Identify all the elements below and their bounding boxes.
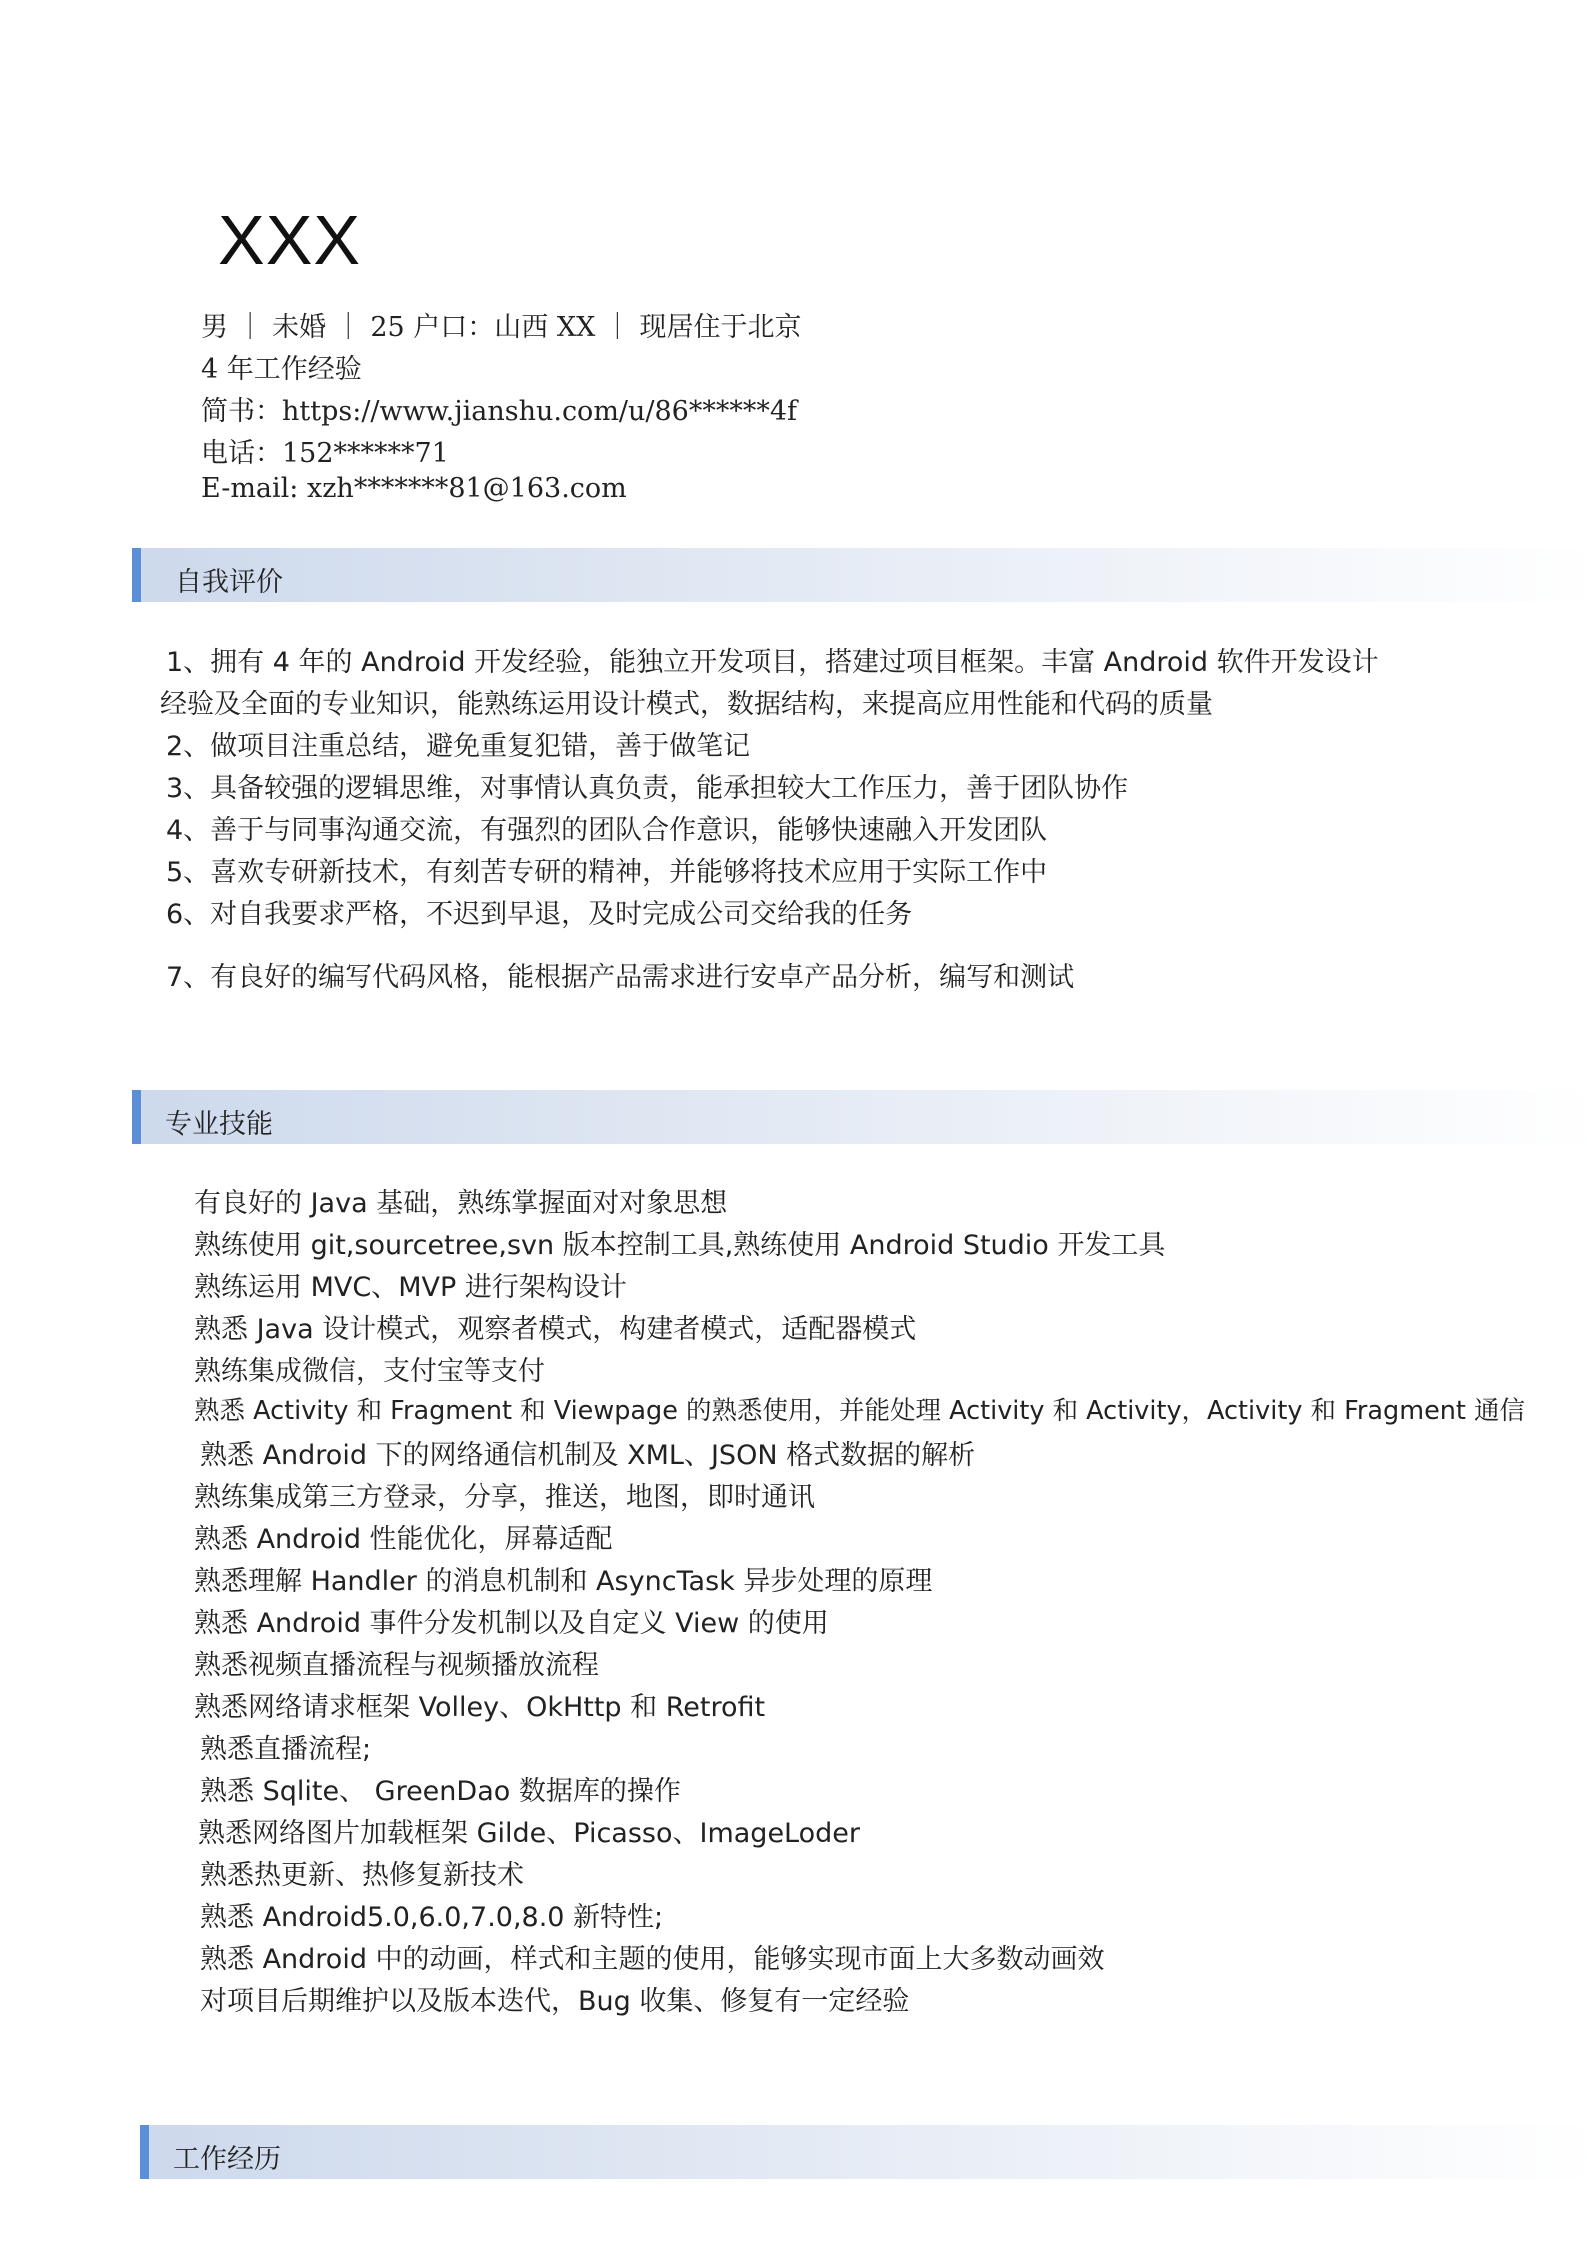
list-item: 经验及全面的专业知识，能熟练运用设计模式，数据结构，来提高应用性能和代码的质量	[160, 689, 1213, 720]
list-item: 熟悉直播流程;	[200, 1734, 372, 1765]
list-item: 有良好的 Java 基础，熟练掌握面对对象思想	[194, 1188, 728, 1219]
list-item: 1、拥有 4 年的 Android 开发经验，能独立开发项目，搭建过项目框架。丰富 Android 软件开发设计	[166, 647, 1379, 678]
list-item: 熟练运用 MVC、MVP 进行架构设计	[194, 1272, 627, 1303]
list-item: 熟悉 Activity 和 Fragment 和 Viewpage 的熟悉使用，并能处理 Activity 和 Activity，Activity 和 Fragment 通信	[194, 1396, 1526, 1426]
list-item: 熟悉理解 Handler 的消息机制和 AsyncTask 异步处理的原理	[194, 1566, 933, 1597]
list-item: 4、善于与同事沟通交流，有强烈的团队合作意识，能够快速融入开发团队	[166, 815, 1048, 846]
list-item: 熟悉网络图片加载框架 Gilde、Picasso、ImageLoder	[198, 1818, 860, 1849]
list-item: 熟悉 Android 事件分发机制以及自定义 View 的使用	[194, 1608, 829, 1639]
list-item: 熟悉 Sqlite、 GreenDao 数据库的操作	[200, 1776, 681, 1807]
list-item: 熟悉 Java 设计模式，观察者模式，构建者模式，适配器模式	[194, 1314, 917, 1345]
list-item: 熟练使用 git,sourcetree,svn 版本控制工具,熟练使用 Android Studio 开发工具	[194, 1230, 1166, 1261]
list-item: 5、喜欢专研新技术，有刻苦专研的精神，并能够将技术应用于实际工作中	[166, 857, 1048, 888]
section-title: 自我评价	[175, 567, 283, 598]
section-header-work-experience	[140, 2125, 1587, 2179]
list-item: 3、具备较强的逻辑思维，对事情认真负责，能承担较大工作压力，善于团队协作	[166, 773, 1129, 804]
list-item: 熟练集成第三方登录，分享，推送，地图，即时通讯	[194, 1482, 815, 1513]
phone-line: 电话：152******71	[201, 438, 449, 469]
section-title: 专业技能	[165, 1109, 273, 1140]
personal-info-line: 男 ｜ 未婚 ｜ 25 户口：山西 XX ｜ 现居住于北京	[201, 312, 802, 343]
list-item: 熟悉热更新、热修复新技术	[200, 1860, 524, 1891]
list-item: 熟悉 Android 中的动画，样式和主题的使用，能够实现市面上大多数动画效	[200, 1944, 1105, 1975]
list-item: 熟悉 Android5.0,6.0,7.0,8.0 新特性;	[200, 1902, 664, 1933]
section-header-self-evaluation	[132, 548, 1587, 602]
email-line: E-mail: xzh*******81@163.com	[201, 473, 627, 504]
section-header-skills	[132, 1090, 1587, 1144]
list-item: 对项目后期维护以及版本迭代，Bug 收集、修复有一定经验	[200, 1986, 910, 2017]
list-item: 熟悉视频直播流程与视频播放流程	[194, 1650, 599, 1681]
list-item: 熟悉 Android 性能优化，屏幕适配	[194, 1524, 613, 1555]
experience-years-line: 4 年工作经验	[201, 354, 362, 385]
list-item: 熟练集成微信，支付宝等支付	[194, 1356, 545, 1387]
candidate-name: XXX	[218, 201, 362, 279]
list-item: 2、做项目注重总结，避免重复犯错，善于做笔记	[166, 731, 751, 762]
list-item: 7、有良好的编写代码风格，能根据产品需求进行安卓产品分析，编写和测试	[166, 962, 1075, 993]
section-title: 工作经历	[173, 2144, 281, 2175]
list-item: 熟悉 Android 下的网络通信机制及 XML、JSON 格式数据的解析	[200, 1440, 976, 1471]
list-item: 熟悉网络请求框架 Volley、OkHttp 和 Retrofit	[194, 1692, 766, 1723]
list-item: 6、对自我要求严格，不迟到早退，及时完成公司交给我的任务	[166, 899, 913, 930]
jianshu-link-line: 简书：https://www.jianshu.com/u/86******4f	[201, 396, 798, 427]
